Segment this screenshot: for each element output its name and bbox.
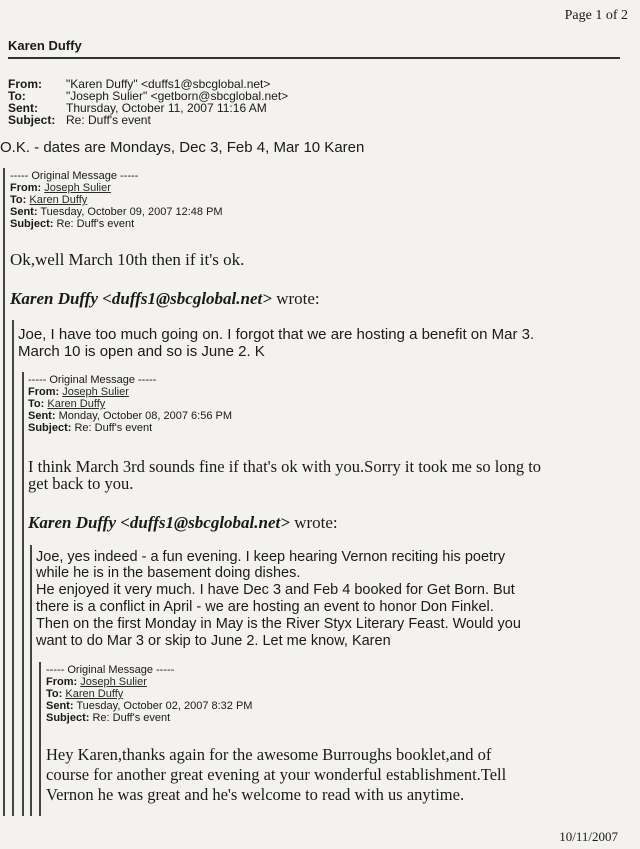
reply-body: O.K. - dates are Mondays, Dec 3, Feb 4, Mar 10 Karen (0, 139, 365, 156)
header-rule (8, 57, 620, 59)
quote2-to-link[interactable]: Karen Duffy (47, 398, 106, 410)
quote2-from: From: Joseph Sulier (28, 386, 129, 398)
quote3-body-line1: Hey Karen,thanks again for the awesome Burroughs booklet,and of (46, 745, 492, 764)
quote2-to: To: Karen Duffy (28, 398, 106, 410)
quote3-to-link[interactable]: Karen Duffy (65, 688, 124, 700)
quote3-line1: Joe, yes indeed - a fun evening. I keep hearing Vernon reciting his poetry (36, 549, 506, 565)
quote3-to: To: Karen Duffy (46, 688, 124, 700)
from-value: "Karen Duffy" <duffs1@sbcglobal.net> (66, 77, 271, 91)
quote-bar-4 (30, 545, 32, 816)
quote1-body: Ok,well March 10th then if it's ok. (10, 250, 245, 269)
quote3-line6: want to do Mar 3 or skip to June 2. Let me know, Karen (36, 633, 391, 649)
subject-label: Subject: (8, 113, 56, 127)
quote2-from-link[interactable]: Joseph Sulier (62, 386, 129, 398)
quote1-from: From: Joseph Sulier (10, 182, 111, 194)
quote3-body-line3: Vernon he was great and he's welcome to read with us anytime. (46, 785, 465, 804)
quote3-subject: Subject: Re: Duff's event (46, 712, 171, 724)
quote3-from: From: Joseph Sulier (46, 676, 147, 688)
quote2-wrote: Karen Duffy <duffs1@sbcglobal.net> wrote: (28, 513, 338, 532)
quote1-sent: Sent: Tuesday, October 09, 2007 12:48 PM (10, 206, 223, 218)
from-label: From: (8, 77, 42, 91)
quote3-original-label: ----- Original Message ----- (46, 664, 175, 676)
to-value: "Joseph Sulier" <getborn@sbcglobal.net> (66, 89, 289, 103)
quote3-line4: there is a conflict in April - we are hosting an event to honor Don Finkel. (36, 599, 494, 615)
footer-date: 10/11/2007 (559, 829, 618, 844)
quote3-sent: Sent: Tuesday, October 02, 2007 8:32 PM (46, 700, 253, 712)
quote3-body-line2: course for another great evening at your wonderful establishment.Tell (46, 765, 507, 784)
quote-bar-5 (39, 662, 41, 816)
quote-bar-1 (3, 168, 5, 816)
subject-value: Re: Duff's event (66, 113, 151, 127)
quote1-subject: Subject: Re: Duff's event (10, 218, 135, 230)
quote3-from-link[interactable]: Joseph Sulier (80, 676, 147, 688)
original-message-label: ----- Original Message ----- (10, 170, 139, 182)
sender-name: Karen Duffy (8, 38, 82, 53)
quote3-line5: Then on the first Monday in May is the River Styx Literary Feast. Would you (36, 616, 521, 632)
quote2-body-line1: Joe, I have too much going on. I forgot that we are hosting a benefit on Mar 3. (18, 326, 535, 343)
quote2-body2-line2: get back to you. (28, 474, 134, 493)
to-label: To: (8, 89, 26, 103)
quote-bar-3 (22, 372, 24, 816)
quote3-line2: while he is in the basement doing dishes. (36, 565, 301, 581)
quote1-to: To: Karen Duffy (10, 194, 88, 206)
quote1-from-link[interactable]: Joseph Sulier (44, 182, 111, 194)
sent-value: Thursday, October 11, 2007 11:16 AM (66, 101, 267, 115)
quote1-to-link[interactable]: Karen Duffy (29, 194, 88, 206)
quote2-subject: Subject: Re: Duff's event (28, 422, 153, 434)
page-number: Page 1 of 2 (564, 8, 628, 23)
quote2-sent: Sent: Monday, October 08, 2007 6:56 PM (28, 410, 233, 422)
quote2-body-line2: March 10 is open and so is June 2. K (18, 343, 265, 360)
quote2-body2-line1: I think March 3rd sounds fine if that's ok with you.Sorry it took me so long to (28, 457, 542, 476)
sent-label: Sent: (8, 101, 38, 115)
quote1-wrote: Karen Duffy <duffs1@sbcglobal.net> wrote: (10, 289, 320, 308)
quote2-original-label: ----- Original Message ----- (28, 374, 157, 386)
quote2-wrote-name: Karen Duffy <duffs1@sbcglobal.net> (28, 513, 290, 532)
quote1-wrote-name: Karen Duffy <duffs1@sbcglobal.net> (10, 289, 272, 308)
quote-bar-2 (12, 320, 14, 816)
quote3-line3: He enjoyed it very much. I have Dec 3 and Feb 4 booked for Get Born. But (36, 582, 515, 598)
